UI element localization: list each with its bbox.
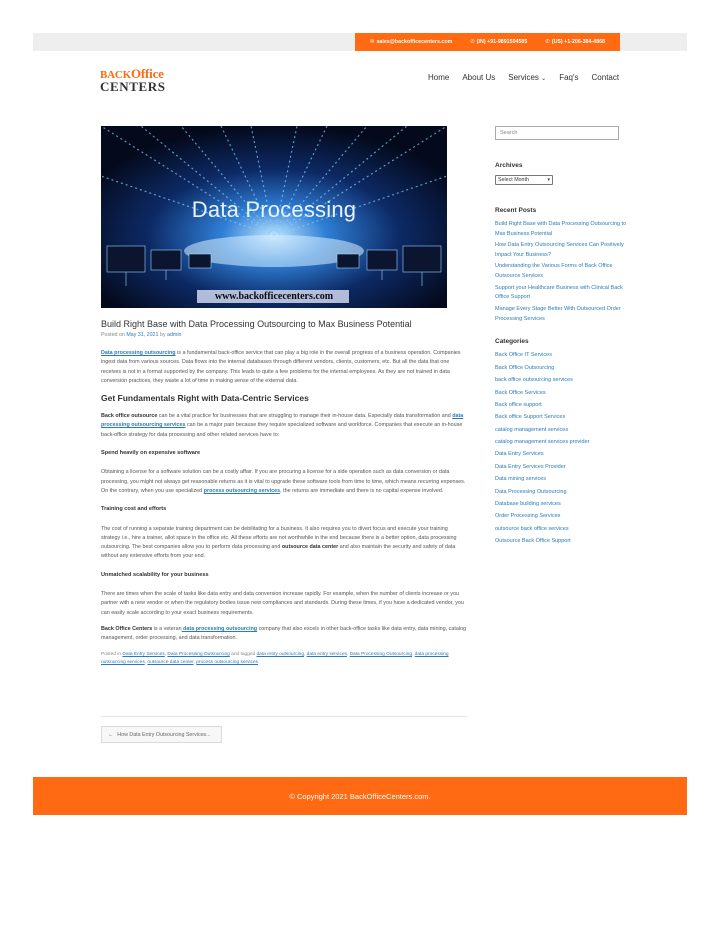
phone-icon: ✆: [545, 39, 550, 45]
category-link[interactable]: Data mining services: [495, 476, 547, 483]
post-date-link[interactable]: May 31, 2021: [126, 332, 159, 338]
copyright-text: © Copyright 2021 BackOfficeCenters.com.: [289, 791, 431, 801]
image-title: Data Processing: [191, 197, 357, 222]
tag-link[interactable]: outsource data center: [147, 660, 194, 666]
tag-link[interactable]: Data Processing Outsourcing: [349, 651, 412, 657]
previous-post-button[interactable]: ← How Data Entry Outsourcing Services...: [101, 726, 222, 743]
category-link[interactable]: back office outsourcing services: [495, 377, 573, 384]
page: [33, 33, 687, 815]
phone-us-contact[interactable]: ✆ (US) +1-206-384-4868: [545, 39, 605, 45]
category-link[interactable]: Data Entry Services Provider: [495, 463, 566, 470]
recent-posts-list: [495, 220, 635, 324]
paragraph: Obtaining a license for a software solution can be a costly affair. If you are procuring a license for a side operation such as data conversion or data processing, you might not always get reasonable returns as it is vital to upgrade these software tools from time to time, which means recurring expenses. On the contrary, when you use specialized process outsourcing services, the returns are immediate and there is no capital expense involved.: [101, 469, 466, 494]
paragraph: Data processing outsourcing is a fundamental back-office service that can play a big role in the overall progress of a business operation. Companies ingest data from various sources. Data flows into the internal databases through different vendors, clients, customers, etc. But all the data that one receives is not in a format supported by the company. This leads to quite a few problems for the internal employees. As they are not trained in data conversion practices, they waste a lot of time in making sense of the external data.: [101, 350, 461, 384]
section-heading: Get Fundamentals Right with Data-Centric Services: [101, 393, 309, 404]
tag-link[interactable]: process outsourcing services: [196, 660, 259, 666]
category-link[interactable]: Database building services: [495, 501, 561, 508]
post-meta: Posted on May 31, 2021 by admin: [101, 332, 182, 338]
nav-home[interactable]: Home: [428, 73, 450, 82]
mail-icon: ✉: [370, 39, 375, 45]
category-link[interactable]: Outsource Back Office Support: [495, 538, 571, 545]
subheading: Spend heavily on expensive software: [101, 450, 201, 457]
nav-contact[interactable]: Contact: [591, 73, 620, 82]
email-contact[interactable]: ✉ sales@backofficecenters.com: [370, 39, 453, 45]
post-title: Build Right Base with Data Processing Outsourcing to Max Business Potential: [101, 319, 412, 329]
inline-link[interactable]: process outsourcing services: [203, 487, 281, 494]
sidebar: [495, 126, 635, 550]
site-logo[interactable]: BACKOffice CENTERS: [100, 66, 166, 94]
tag-link[interactable]: data entry services: [306, 651, 347, 657]
divider: [101, 716, 467, 717]
paragraph: There are times when the scale of tasks like data entry and data conversion increase rapidly. For example, when the number of clients increase or you partner with a new vendor or when the regulatory bodies issue new compliances and standards. During these times, if you have a dedicated vendor, you can easily scale according to your exact business requirements.: [101, 591, 464, 616]
paragraph: Back Office Centers is a veteran data processing outsourcing company that also excels in other back-office tasks like data entry, data mining, catalog management, order processing, and data transformation.: [101, 625, 467, 642]
subheading: Unmatched scalability for your business: [101, 571, 209, 578]
inline-link[interactable]: data processing outsourcing services: [101, 413, 464, 429]
chevron-down-icon: ⌄: [541, 76, 547, 82]
recent-post-link[interactable]: Understanding the Various Forms of Back Office Outsource Services: [495, 263, 613, 280]
recent-post-link[interactable]: Build Right Base with Data Processing Outsourcing to Max Business Potential: [495, 221, 627, 237]
search-input[interactable]: Search: [495, 126, 619, 140]
tag-link[interactable]: data processing outsourcing services: [101, 651, 449, 666]
phone-in-contact[interactable]: ✆ (IN) +91-9891504585: [470, 39, 528, 45]
chevron-down-icon: ▾: [547, 177, 550, 183]
recent-post-link[interactable]: Support your Healthcare Business with Clinical Back Office Support: [495, 284, 623, 301]
category-link[interactable]: Data Processing Outsourcing: [167, 651, 230, 657]
category-link[interactable]: Data Entry Services: [122, 651, 165, 657]
category-link[interactable]: Back Office Services: [495, 389, 546, 396]
archives-select[interactable]: Select Month ▾: [495, 175, 553, 185]
inline-link[interactable]: Data processing outsourcing: [101, 350, 176, 356]
nav-services[interactable]: Services ⌄: [508, 73, 547, 82]
recent-posts-heading: Recent Posts: [495, 207, 537, 214]
author-link[interactable]: admin: [167, 332, 182, 338]
category-link[interactable]: catalog management services: [495, 426, 569, 433]
category-link[interactable]: Back office Support Services: [495, 414, 566, 421]
main-nav: [428, 73, 619, 82]
arrow-left-icon: ←: [108, 731, 114, 738]
subheading: Training cost and efforts: [101, 506, 167, 513]
paragraph: Back office outsource can be a vital practice for businesses that are struggling to manage their in-house data. Especially data transformation and data processing outsourcing services can be a major pain because they require specialized software and workforce. Companies that execute an in-house back-office strategy for data processing and other related services have to:: [101, 413, 464, 438]
image-watermark: www.backofficecenters.com: [214, 291, 334, 302]
tag-link[interactable]: data entry outsourcing: [256, 651, 304, 657]
category-link[interactable]: Back office support: [495, 401, 542, 408]
categories-heading: Categories: [495, 338, 529, 346]
featured-image: [101, 126, 447, 308]
category-link[interactable]: Order Processing Services: [495, 513, 561, 520]
archives-heading: Archives: [495, 162, 523, 169]
category-link[interactable]: Data Processing Outsourcing: [495, 488, 567, 495]
category-link[interactable]: catalog management services provider: [495, 439, 590, 446]
category-link[interactable]: Back Office IT Services: [495, 352, 552, 359]
inline-link[interactable]: data processing outsourcing: [181, 625, 258, 632]
category-link[interactable]: Data Entry Services: [495, 451, 544, 458]
footer: [33, 777, 687, 815]
recent-post-link[interactable]: Manage Every Stage Better With Outsourced Order Processing Services: [495, 305, 621, 322]
category-link[interactable]: Back Office Outsourcing: [495, 364, 555, 371]
nav-about-us[interactable]: About Us: [462, 73, 496, 82]
phone-icon: ✆: [470, 39, 475, 45]
post-content: [101, 349, 467, 668]
category-link[interactable]: outsource back office services: [495, 525, 569, 532]
nav-faqs[interactable]: Faq's: [559, 73, 579, 82]
contact-topbar: [355, 33, 620, 51]
post-tags: Posted in Data Entry Services, Data Processing Outsourcing and tagged data entry outsourcing, data entry services, Data Processing Outsourcing, data processing outsourcing services, outsource data center, process outsourcing services: [101, 651, 449, 666]
categories-list: [495, 351, 635, 546]
recent-post-link[interactable]: How Data Entry Outsourcing Services Can Positively Impact Your Business?: [495, 242, 624, 258]
paragraph: The cost of running a separate training department can be debilitating for a business. It also requires you to divert focus and execute your training strategy i.e., hire a trainer, allot space in the office etc. All these efforts are not worthwhile in the end because there is a better option, data processing outsourcing. The best companies allow you to perform data processing and outsource data center and also maintain the security and safety of data without any extensive efforts from your end.: [101, 525, 457, 560]
